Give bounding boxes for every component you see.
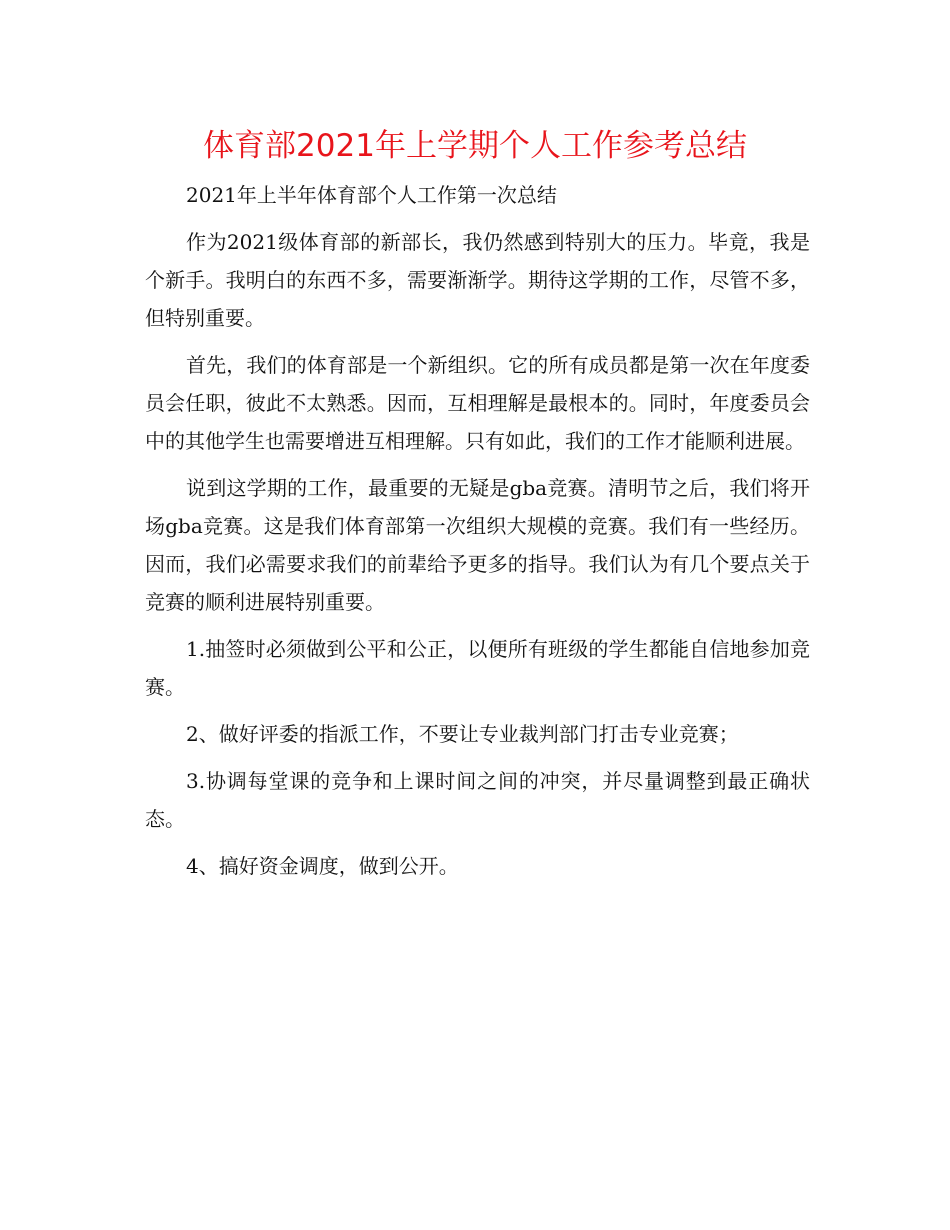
paragraph-organization: 首先，我们的体育部是一个新组织。它的所有成员都是第一次在年度委员会任职，彼此不太熟悉。因而，互相理解是最根本的。同时，年度委员会中的其他学生也需要增进互相理解。只有如此，我们的工作才能顺利进展。 bbox=[145, 353, 810, 453]
list-item-2: 2、做好评委的指派工作，不要让专业裁判部门打击专业竞赛； bbox=[186, 722, 739, 746]
paragraph-competition: 说到这学期的工作，最重要的无疑是gba竞赛。清明节之后，我们将开场gba竞赛。这是我们体育部第一次组织大规模的竞赛。我们有一些经历。因而，我们必需要求我们的前辈给予更多的指导。我们认为有几个要点关于竞赛的顺利进展特别重要。 bbox=[145, 476, 810, 614]
list-item-3: 3.协调每堂课的竞争和上课时间之间的冲突，并尽量调整到最正确状态。 bbox=[145, 769, 810, 831]
paragraph-intro: 作为2021级体育部的新部长，我仍然感到特别大的压力。毕竟，我是个新手。我明白的东西不多，需要渐渐学。期待这学期的工作，尽管不多，但特别重要。 bbox=[145, 230, 810, 330]
list-item-4: 4、搞好资金调度，做到公开。 bbox=[186, 854, 459, 878]
paragraph-subtitle: 2021年上半年体育部个人工作第一次总结 bbox=[186, 183, 557, 207]
list-item-1: 1.抽签时必须做到公平和公正，以便所有班级的学生都能自信地参加竞赛。 bbox=[145, 637, 810, 699]
document-body bbox=[145, 176, 810, 885]
document-title: 体育部2021年上学期个人工作参考总结 bbox=[203, 128, 747, 164]
